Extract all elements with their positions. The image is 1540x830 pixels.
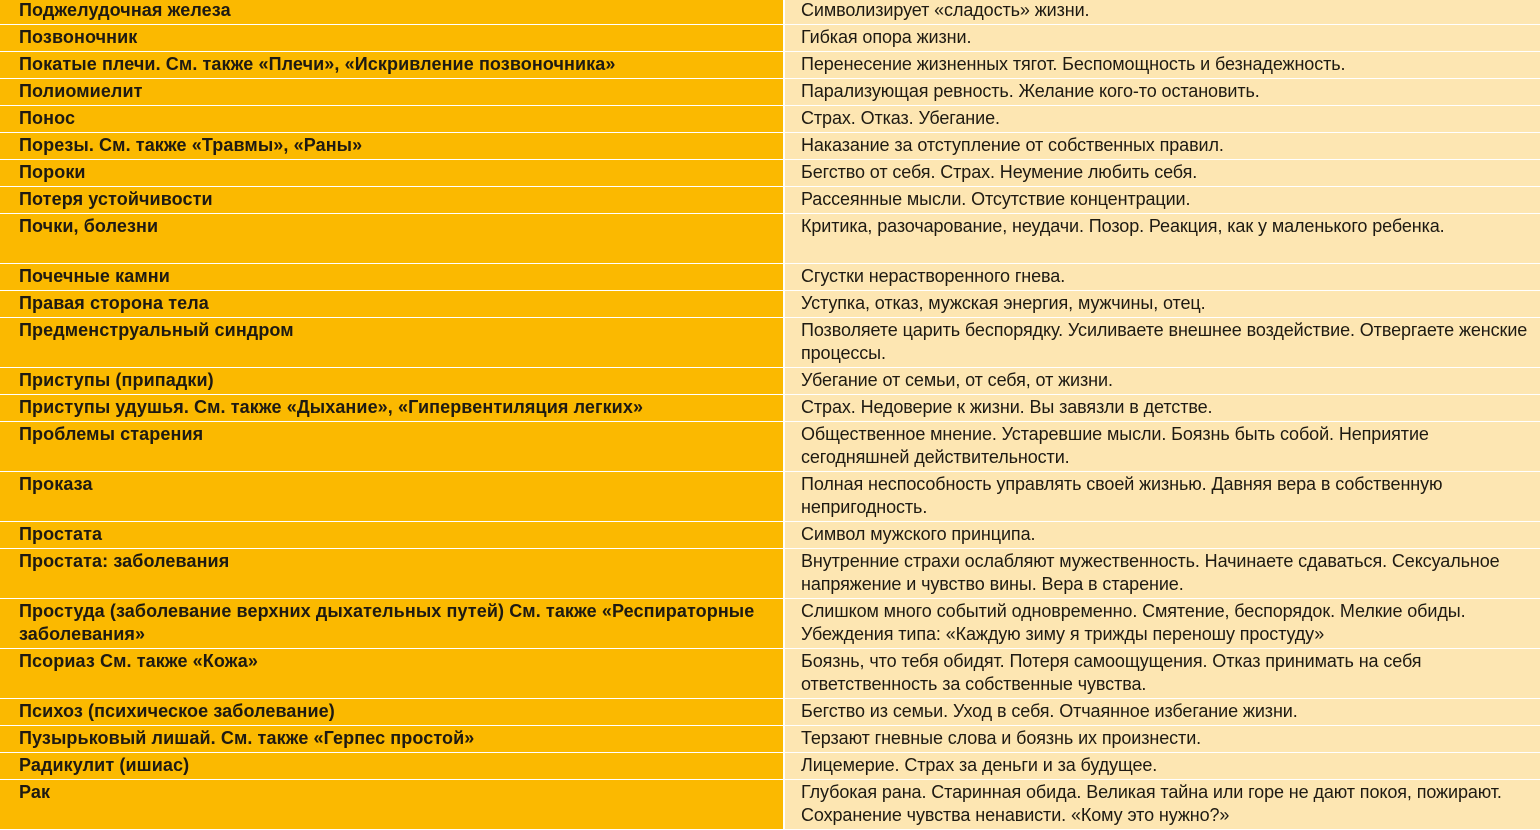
table-row: [0, 599, 1540, 649]
term-cell: Предменструальный синдром: [0, 318, 784, 368]
meaning-cell: Слишком много событий одновременно. Смятение, беспорядок. Мелкие обиды. Убеждения типа: «Каждую зиму я трижды переношу простуду»: [784, 599, 1540, 649]
table-row: [0, 649, 1540, 699]
meaning-cell: Критика, разочарование, неудачи. Позор. Реакция, как у маленького ребенка.: [784, 214, 1540, 264]
term-cell: Приступы удушья. См. также «Дыхание», «Гипервентиляция легких»: [0, 395, 784, 422]
meaning-cell: Наказание за отступление от собственных правил.: [784, 133, 1540, 160]
term-cell: Радикулит (ишиас): [0, 753, 784, 780]
table-row: [0, 214, 1540, 264]
term-cell: Позвоночник: [0, 25, 784, 52]
meaning-cell: Символ мужского принципа.: [784, 522, 1540, 549]
table-row: [0, 291, 1540, 318]
table-row: [0, 699, 1540, 726]
term-cell: Порезы. См. также «Травмы», «Раны»: [0, 133, 784, 160]
term-cell: Проблемы старения: [0, 422, 784, 472]
meaning-cell: Лицемерие. Страх за деньги и за будущее.: [784, 753, 1540, 780]
table-row: [0, 264, 1540, 291]
meaning-cell: Боязнь, что тебя обидят. Потеря самоощущения. Отказ принимать на себя ответственность за собственные чувства.: [784, 649, 1540, 699]
table-row: [0, 395, 1540, 422]
term-cell: Рак: [0, 780, 784, 830]
term-cell: Почечные камни: [0, 264, 784, 291]
meaning-cell: Внутренние страхи ослабляют мужественность. Начинаете сдаваться. Сексуальное напряжение и чувство вины. Вера в старение.: [784, 549, 1540, 599]
term-cell: Покатые плечи. См. также «Плечи», «Искривление позвоночника»: [0, 52, 784, 79]
meaning-cell: Убегание от семьи, от себя, от жизни.: [784, 368, 1540, 395]
table-row: [0, 780, 1540, 830]
term-cell: Псориаз См. также «Кожа»: [0, 649, 784, 699]
term-cell: Потеря устойчивости: [0, 187, 784, 214]
term-cell: Психоз (психическое заболевание): [0, 699, 784, 726]
table-row: [0, 106, 1540, 133]
term-cell: Правая сторона тела: [0, 291, 784, 318]
meaning-cell: Бегство из семьи. Уход в себя. Отчаянное избегание жизни.: [784, 699, 1540, 726]
table-row: [0, 79, 1540, 106]
term-cell: Простата: [0, 522, 784, 549]
term-cell: Почки, болезни: [0, 214, 784, 264]
table-row: [0, 753, 1540, 780]
meaning-cell: Гибкая опора жизни.: [784, 25, 1540, 52]
meaning-cell: Символизирует «сладость» жизни.: [784, 0, 1540, 25]
table-row: [0, 422, 1540, 472]
table-row: [0, 187, 1540, 214]
table-row: [0, 318, 1540, 368]
meaning-cell: Общественное мнение. Устаревшие мысли. Боязнь быть собой. Неприятие сегодняшней действительности.: [784, 422, 1540, 472]
meaning-cell: Терзают гневные слова и боязнь их произнести.: [784, 726, 1540, 753]
meaning-cell: Позволяете царить беспорядку. Усиливаете внешнее воздействие. Отвергаете женские процессы.: [784, 318, 1540, 368]
meaning-cell: Полная неспособность управлять своей жизнью. Давняя вера в собственную непригодность.: [784, 472, 1540, 522]
meaning-cell: Бегство от себя. Страх. Неумение любить себя.: [784, 160, 1540, 187]
meaning-cell: Сгустки нерастворенного гнева.: [784, 264, 1540, 291]
term-cell: Поджелудочная железа: [0, 0, 784, 25]
term-cell: Приступы (припадки): [0, 368, 784, 395]
term-cell: Простуда (заболевание верхних дыхательных путей) См. также «Респираторные заболевания»: [0, 599, 784, 649]
meaning-cell: Страх. Отказ. Убегание.: [784, 106, 1540, 133]
term-cell: Пороки: [0, 160, 784, 187]
term-cell: Проказа: [0, 472, 784, 522]
table-row: [0, 549, 1540, 599]
table-row: [0, 472, 1540, 522]
term-cell: Полиомиелит: [0, 79, 784, 106]
table-row: [0, 0, 1540, 25]
term-cell: Пузырьковый лишай. См. также «Герпес простой»: [0, 726, 784, 753]
table-row: [0, 522, 1540, 549]
meaning-cell: Перенесение жизненных тягот. Беспомощность и безнадежность.: [784, 52, 1540, 79]
table-row: [0, 52, 1540, 79]
meaning-cell: Рассеянные мысли. Отсутствие концентрации.: [784, 187, 1540, 214]
table-row: [0, 133, 1540, 160]
table-row: [0, 368, 1540, 395]
table-row: [0, 25, 1540, 52]
meaning-cell: Глубокая рана. Старинная обида. Великая тайна или горе не дают покоя, пожирают. Сохранение чувства ненависти. «Кому это нужно?»: [784, 780, 1540, 830]
table-row: [0, 160, 1540, 187]
meaning-cell: Уступка, отказ, мужская энергия, мужчины, отец.: [784, 291, 1540, 318]
meaning-cell: Страх. Недоверие к жизни. Вы завязли в детстве.: [784, 395, 1540, 422]
term-cell: Понос: [0, 106, 784, 133]
table-row: [0, 726, 1540, 753]
term-cell: Простата: заболевания: [0, 549, 784, 599]
meaning-cell: Парализующая ревность. Желание кого-то остановить.: [784, 79, 1540, 106]
